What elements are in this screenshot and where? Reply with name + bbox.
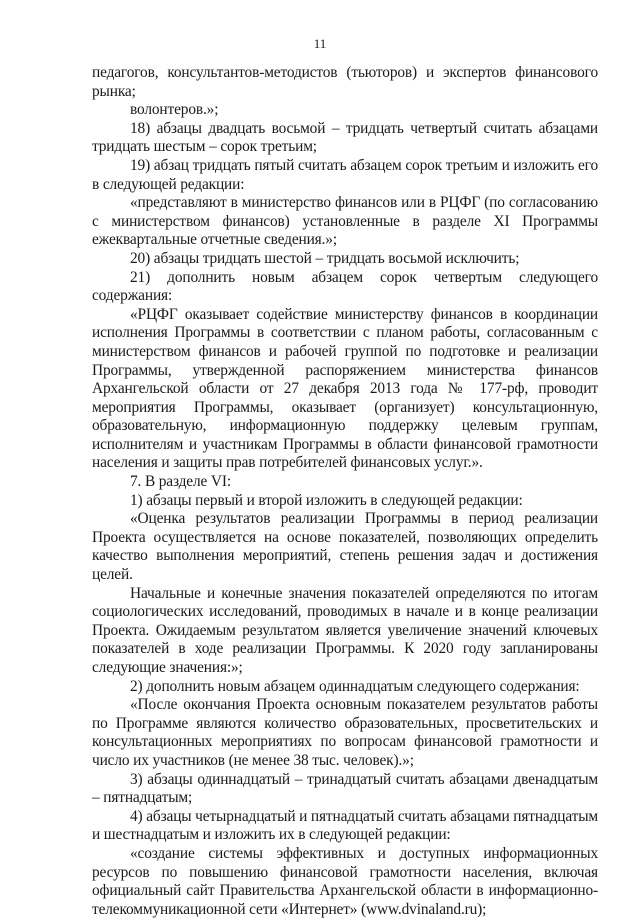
paragraph: «После окончания Проекта основным показателем результатов работы по Программе являются количество образовательных, просветительских и консультационных мероприятиях по вопросам финансовой грамотности и число их участников (не менее 38 тыс. человек).»; bbox=[92, 696, 598, 769]
paragraph: 18) абзацы двадцать восьмой – тридцать четвертый считать абзацами тридцать шестым – сорок третьим; bbox=[92, 119, 598, 156]
paragraph: «представляют в министерство финансов или в РЦФГ (по согласованию с министерством финансов) установленные в разделе XI Программы ежеквартальные отчетные сведения.»; bbox=[92, 194, 598, 249]
paragraph: 3) абзацы одиннадцатый – тринадцатый считать абзацами двенадцатым – пятнадцатым; bbox=[92, 770, 598, 807]
paragraph: 7. В разделе VI: bbox=[130, 473, 231, 491]
paragraph: волонтеров.»; bbox=[130, 101, 219, 119]
paragraph: «Оценка результатов реализации Программы в период реализации Проекта осуществляется на основе показателей, позволяющих определить качество выполнения мероприятий, степень решения задач и достижения целей. bbox=[92, 510, 598, 584]
paragraph: «РЦФГ оказывает содействие министерству финансов в координации исполнения Программы в соответствии с планом работы, согласованным с министерством финансов и рабочей группой по подготовке и реализации Программы, утвержденной распоряжением министерства финансов Архангельской области от 27 декабря 2013 года № 177-рф, проводит мероприятия Программы, оказывает (организует) консультационную, образовательную, информационную поддержку целевым группам, исполнителям и участникам Программы в области финансовой грамотности населения и защиты прав потребителей финансовых услуг.». bbox=[92, 305, 598, 472]
document-body bbox=[92, 64, 598, 919]
paragraph: 4) абзацы четырнадцатый и пятнадцатый считать абзацами пятнадцатым и шестнадцатым и изложить их в следующей редакции: bbox=[92, 807, 598, 844]
paragraph: «создание системы эффективных и доступных информационных ресурсов по повышению финансовой грамотности населения, включая официальный сайт Правительства Архангельской области в информационно-телекоммуникационной сети «Интернет» (www.dvinaland.ru); bbox=[92, 844, 598, 918]
paragraph: 19) абзац тридцать пятый считать абзацем сорок третьим и изложить его в следующей редакции: bbox=[92, 156, 598, 193]
paragraph: 2) дополнить новым абзацем одиннадцатым следующего содержания: bbox=[130, 677, 580, 695]
paragraph: 1) абзацы первый и второй изложить в следующей редакции: bbox=[130, 491, 523, 509]
paragraph-continuation: педагогов, консультантов-методистов (тьюторов) и экспертов финансового рынка; bbox=[92, 64, 598, 100]
paragraph: Начальные и конечные значения показателей определяются по итогам социологических исследований, проводимых в начале и в конце реализации Проекта. Ожидаемым результатом является увеличение значений ключевых показателей в ходе реализации Программы. К 2020 году запланированы следующие значения:»; bbox=[92, 584, 598, 676]
page-number: 11 bbox=[313, 36, 327, 51]
paragraph: 21) дополнить новым абзацем сорок четвертым следующего содержания: bbox=[92, 268, 598, 305]
paragraph: 20) абзацы тридцать шестой – тридцать восьмой исключить; bbox=[130, 249, 520, 267]
